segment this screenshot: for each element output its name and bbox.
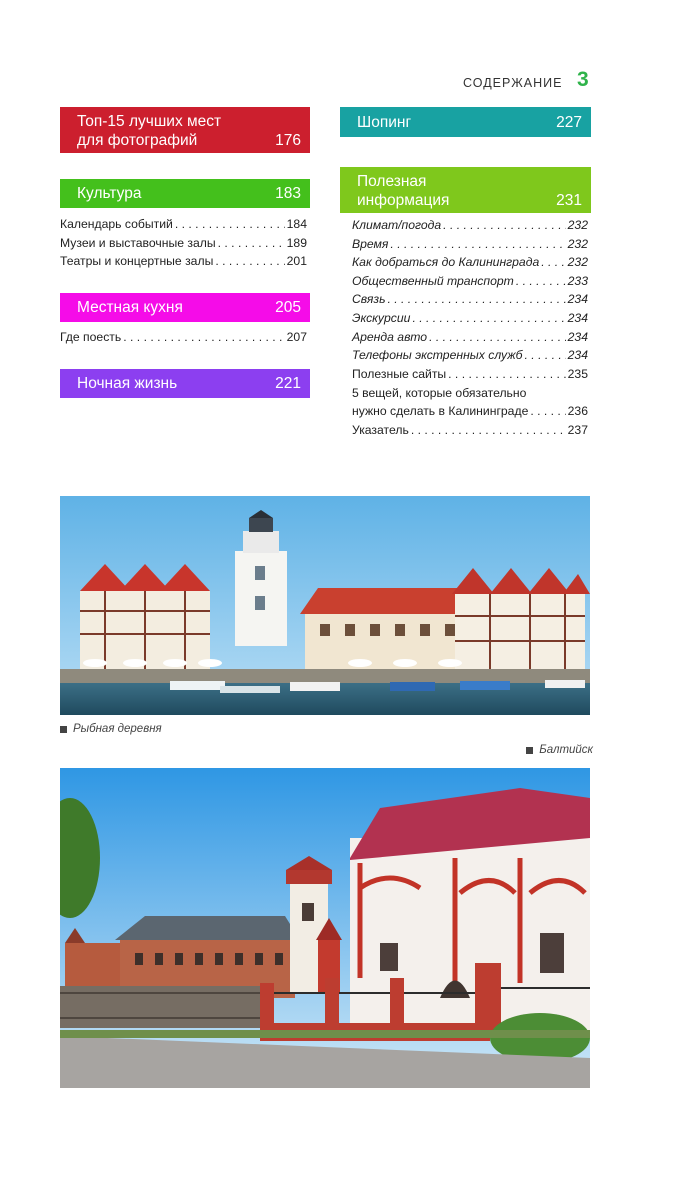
dot-leader xyxy=(448,365,566,384)
dot-leader xyxy=(541,253,565,272)
toc-entry-five-things[interactable] xyxy=(352,384,588,421)
caption-bullet-icon xyxy=(60,726,67,733)
caption-photo1 xyxy=(60,723,162,735)
entry-label: Музеи и выставочные залы xyxy=(60,235,216,250)
dot-leader xyxy=(443,216,565,235)
toc-entry[interactable] xyxy=(352,253,588,272)
toc-bar-cuisine[interactable] xyxy=(60,293,310,322)
dot-leader xyxy=(525,346,566,365)
entry-page: 234 xyxy=(567,329,588,344)
caption-text: Балтийск xyxy=(539,744,593,756)
toc-bar-top15[interactable] xyxy=(60,107,310,153)
entry-label: Как добраться до Калининграда xyxy=(352,255,540,270)
dot-leader xyxy=(412,309,565,328)
entry-label: Общественный транспорт xyxy=(352,273,514,288)
entry-label: Климат/погода xyxy=(352,218,442,232)
bar-label-line2: информация xyxy=(357,192,450,209)
toc-entry[interactable] xyxy=(60,234,307,253)
toc-entry[interactable] xyxy=(352,328,588,347)
toc-entry[interactable] xyxy=(352,272,588,291)
entry-label: Календарь событий xyxy=(60,217,173,231)
photo-baltiysk xyxy=(60,768,590,1088)
toc-bar-info[interactable] xyxy=(340,167,591,213)
culture-entries xyxy=(60,215,307,271)
dot-leader xyxy=(411,421,566,440)
toc-entry[interactable] xyxy=(352,290,588,309)
info-entries-plain xyxy=(352,365,588,439)
entry-page: 189 xyxy=(286,235,307,250)
dot-leader xyxy=(123,328,284,347)
bar-label: Культура xyxy=(77,185,142,202)
dot-leader xyxy=(387,290,565,309)
bar-label-line2: для фотографий xyxy=(77,132,198,149)
dot-leader xyxy=(215,252,284,271)
entry-page: 234 xyxy=(567,348,588,363)
toc-entry[interactable] xyxy=(60,252,307,271)
dot-leader xyxy=(175,215,285,234)
caption-text: Рыбная деревня xyxy=(73,723,162,735)
entry-page: 232 xyxy=(567,255,588,270)
dot-leader xyxy=(390,235,565,254)
fishing-village-illustration xyxy=(60,496,590,715)
baltiysk-illustration xyxy=(60,768,590,1088)
entry-page: 234 xyxy=(567,310,588,325)
dot-leader xyxy=(530,402,565,421)
toc-entry[interactable] xyxy=(352,365,588,384)
entry-label: Где поесть xyxy=(60,330,122,344)
bar-page: 183 xyxy=(275,185,301,202)
toc-bar-culture[interactable] xyxy=(60,179,310,208)
dot-leader xyxy=(218,234,285,253)
toc-entry[interactable] xyxy=(352,309,588,328)
entry-page: 184 xyxy=(286,217,307,231)
entry-label: Полезные сайты xyxy=(352,367,447,381)
bar-label-line1: Полезная xyxy=(357,173,427,190)
cuisine-entries xyxy=(60,328,307,347)
toc-bar-shopping[interactable] xyxy=(340,107,591,137)
bar-page: 176 xyxy=(275,132,301,149)
bar-label-line1: Топ-15 лучших мест xyxy=(77,113,222,130)
entry-page: 232 xyxy=(567,236,588,251)
bar-page: 227 xyxy=(556,114,582,131)
entry-label: Телефоны экстренных служб xyxy=(352,348,523,363)
entry-page: 235 xyxy=(567,367,588,381)
entry-page: 237 xyxy=(567,422,588,437)
entry-page: 234 xyxy=(567,292,588,307)
toc-entry[interactable] xyxy=(352,235,588,254)
photo-fishing-village xyxy=(60,496,590,715)
toc-bar-nightlife[interactable] xyxy=(60,369,310,398)
info-entries xyxy=(352,216,588,365)
entry-label-line1: 5 вещей, которые обязательно xyxy=(352,385,527,400)
entry-label: Театры и концертные залы xyxy=(60,254,214,269)
entry-page: 233 xyxy=(567,273,588,288)
caption-photo2 xyxy=(526,744,593,756)
toc-entry[interactable] xyxy=(60,215,307,234)
entry-page: 207 xyxy=(286,330,307,344)
toc-entry[interactable] xyxy=(352,216,588,235)
entry-label: Аренда авто xyxy=(352,329,428,344)
entry-label-line2: нужно сделать в Калининграде xyxy=(352,404,529,419)
section-title: СОДЕРЖАНИЕ xyxy=(463,76,563,90)
entry-label: Время xyxy=(352,236,389,251)
entry-page: 236 xyxy=(567,404,588,419)
bar-label: Ночная жизнь xyxy=(77,375,178,392)
bar-page: 205 xyxy=(275,299,301,316)
dot-leader xyxy=(516,272,566,291)
entry-page: 232 xyxy=(567,218,588,232)
toc-entry[interactable] xyxy=(352,346,588,365)
toc-entry[interactable] xyxy=(60,328,307,347)
dot-leader xyxy=(429,328,566,347)
entry-label: Экскурсии xyxy=(352,310,411,325)
caption-bullet-icon xyxy=(526,747,533,754)
entry-page: 201 xyxy=(286,254,307,269)
page-number: 3 xyxy=(577,68,589,91)
toc-entry[interactable] xyxy=(352,421,588,440)
entry-label: Связь xyxy=(352,292,386,307)
bar-label: Местная кухня xyxy=(77,299,183,316)
bar-page: 221 xyxy=(275,375,301,392)
entry-label: Указатель xyxy=(352,422,409,437)
bar-page: 231 xyxy=(556,192,582,209)
bar-label: Шопинг xyxy=(357,114,412,131)
